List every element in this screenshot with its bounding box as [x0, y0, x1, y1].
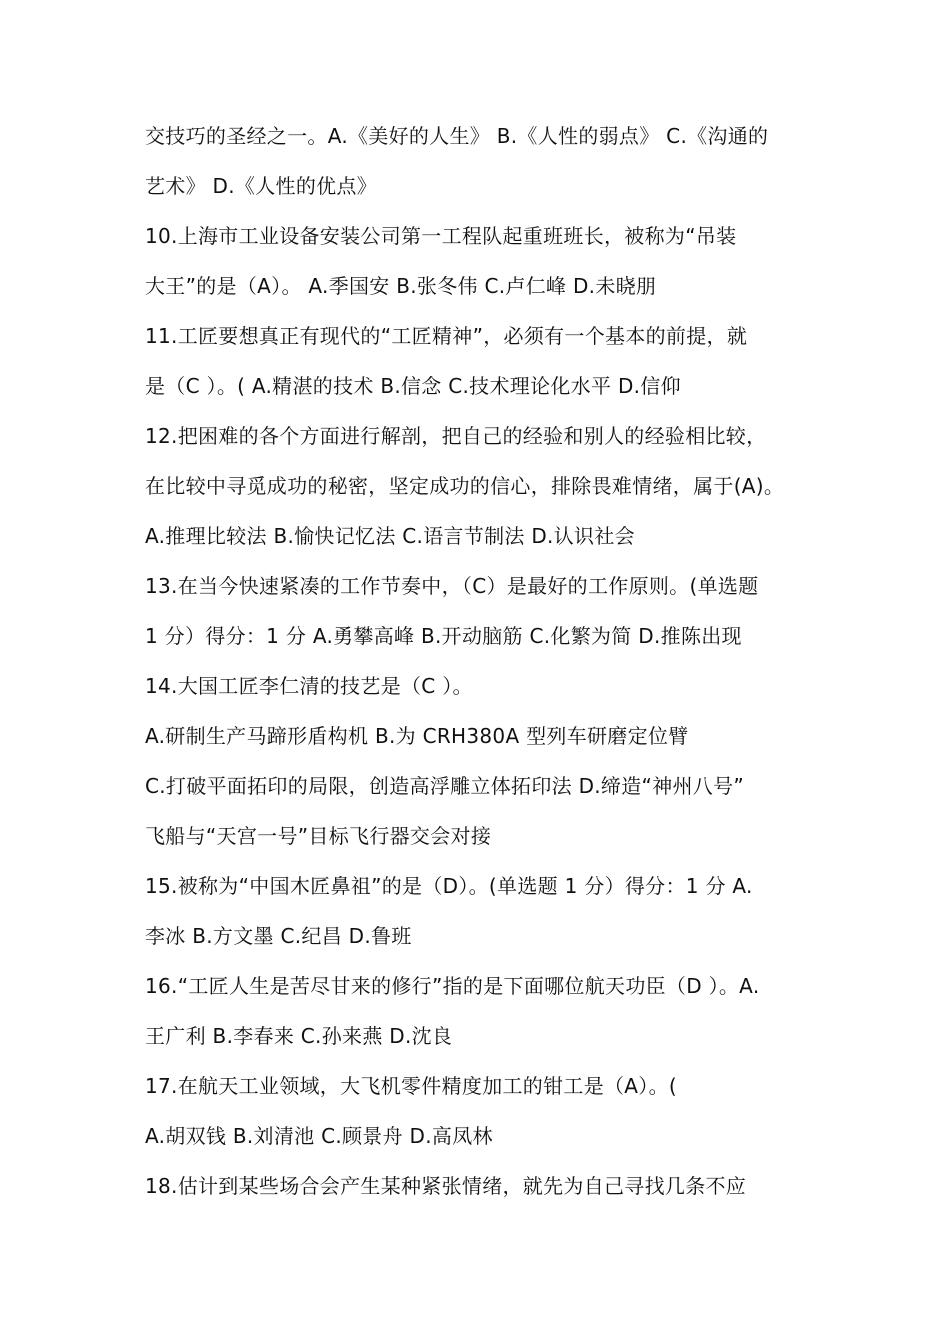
document-body [145, 111, 815, 1211]
text-line: A.推理比较法 B.愉快记忆法 C.语言节制法 D.认识社会 [145, 524, 635, 548]
text-line: 在比较中寻觅成功的秘密，坚定成功的信心，排除畏难情绪，属于(A)。 [145, 474, 785, 498]
text-line: 13.在当今快速紧凑的工作节奏中，（C）是最好的工作原则。(单选题 [145, 574, 759, 598]
text-line: 15.被称为“中国木匠鼻祖”的是（D）。(单选题 1 分）得分：1 分 A. [145, 874, 753, 898]
text-line: 18.估计到某些场合会产生某种紧张情绪，就先为自己寻找几条不应 [145, 1174, 747, 1198]
text-line: 10.上海市工业设备安装公司第一工程队起重班班长，被称为“吊装 [145, 224, 737, 248]
text-line: 11.工匠要想真正有现代的“工匠精神”，必须有一个基本的前提，就 [145, 324, 748, 348]
text-line: 艺术》 D.《人性的优点》 [145, 174, 378, 198]
text-line: 飞船与“天宫一号”目标飞行器交会对接 [145, 824, 492, 848]
text-line: 李冰 B.方文墨 C.纪昌 D.鲁班 [145, 924, 412, 948]
text-line: 17.在航天工业领域，大飞机零件精度加工的钳工是（A）。( [145, 1074, 677, 1098]
text-line: 王广利 B.李春来 C.孙来燕 D.沈良 [145, 1024, 453, 1048]
text-line: 交技巧的圣经之一。A.《美好的人生》 B.《人性的弱点》 C.《沟通的 [145, 124, 769, 148]
text-line: 16.“工匠人生是苦尽甘来的修行”指的是下面哪位航天功臣（D ）。A. [145, 974, 760, 998]
text-line: 1 分）得分：1 分 A.勇攀高峰 B.开动脑筋 C.化繁为简 D.推陈出现 [145, 624, 742, 648]
text-line: 大王”的是（A）。 A.季国安 B.张冬伟 C.卢仁峰 D.未晓朋 [145, 274, 657, 298]
text-line: A.研制生产马蹄形盾构机 B.为 CRH380A 型列车研磨定位臂 [145, 724, 689, 748]
text-line: A.胡双钱 B.刘清池 C.顾景舟 D.高凤林 [145, 1124, 493, 1148]
text-line: C.打破平面拓印的局限，创造高浮雕立体拓印法 D.缔造“神州八号” [145, 774, 745, 798]
text-line: 是（C ）。( A.精湛的技术 B.信念 C.技术理论化水平 D.信仰 [145, 374, 681, 398]
text-line: 14.大国工匠李仁清的技艺是（C ）。 [145, 674, 473, 698]
text-line: 12.把困难的各个方面进行解剖，把自己的经验和别人的经验相比较， [145, 424, 767, 448]
